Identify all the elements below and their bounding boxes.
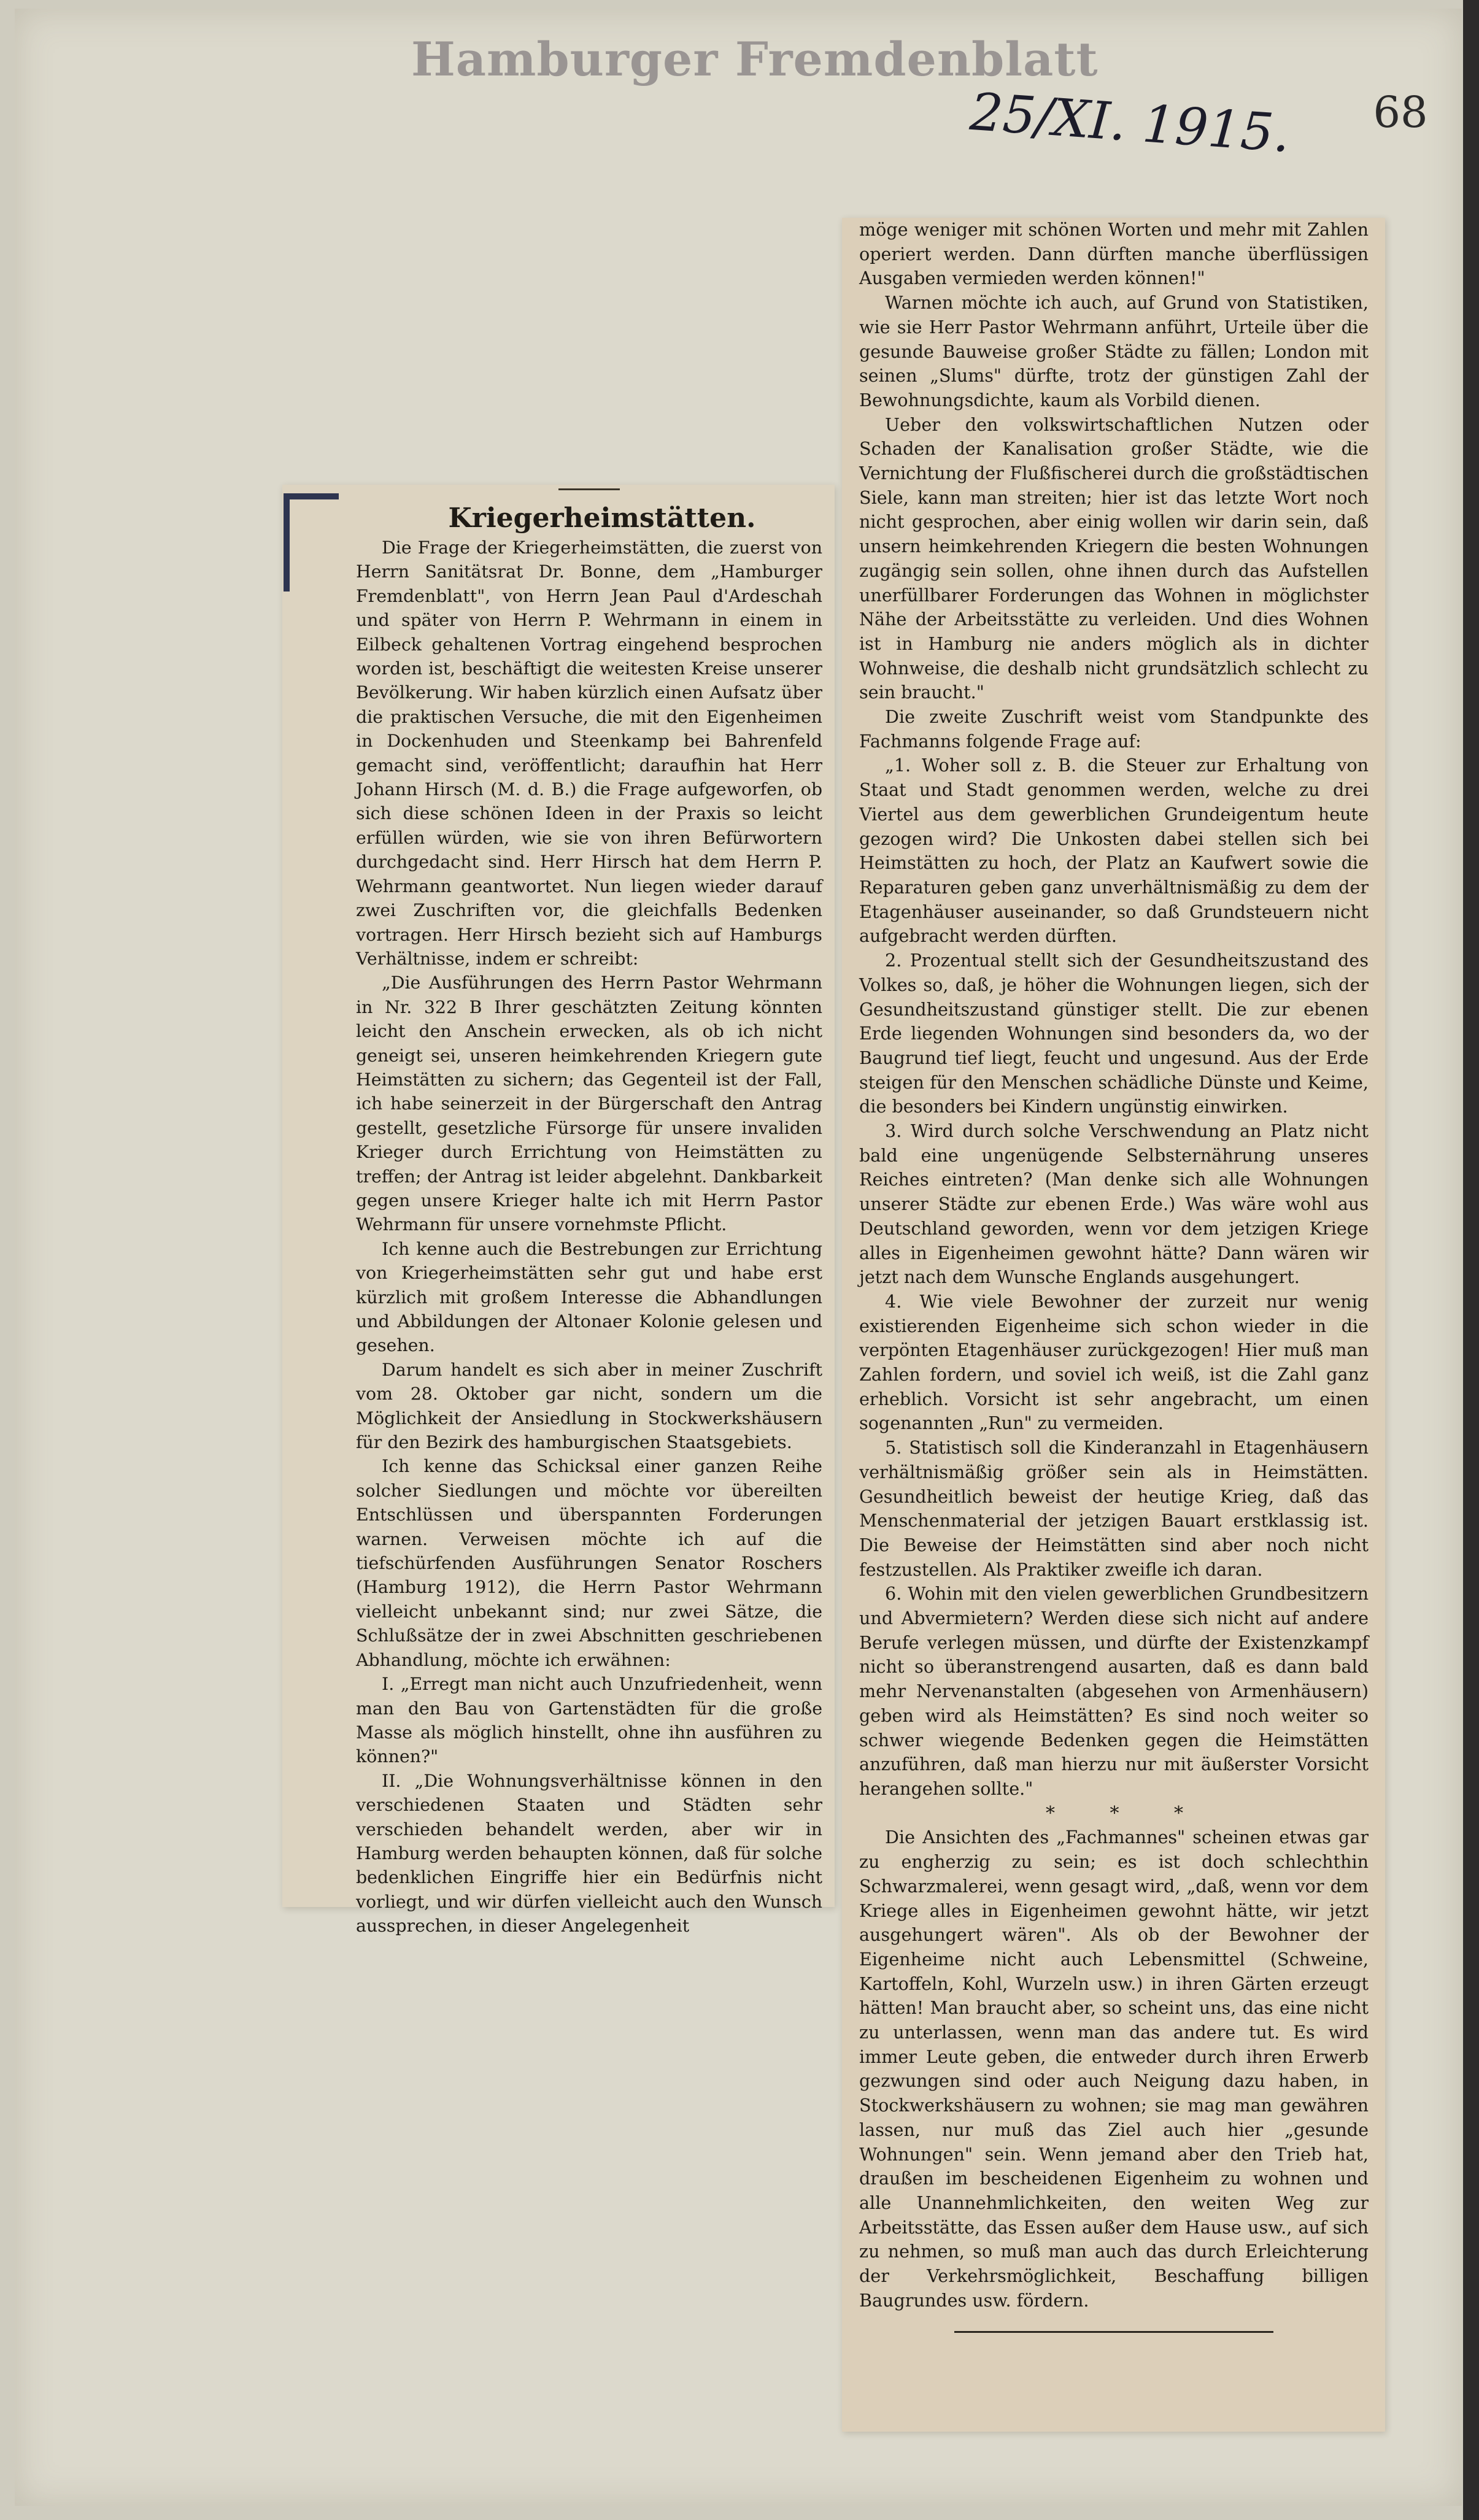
section-separator: * * * xyxy=(1045,1802,1208,1824)
handwritten-date: 25/XI. 1915. xyxy=(968,81,1292,164)
scan-edge xyxy=(1463,0,1479,2520)
corner-mark xyxy=(284,493,290,591)
article-paragraph: Ueber den volkswirtschaftlichen Nutzen oder Schaden der Kanalisation großer Städte, wie die Vernichtung der Flußfischerei durch die großstädtischen Siele, kann man streiten; hier ist das letzte Wort noch nicht gesprochen, aber einig wollen wir darin sein, daß unsern heimkehrenden Kriegern die besten Wohnungen zugängig sein sollen, ohne ihnen durch das Aufstellen unerfüllbarer Forderungen das Wohnen in möglichster Nähe der Arbeitsstätte zu verleiden. Und dies Wohnen ist in Hamburg nie anders möglich als in dichter Wohnweise, die deshalb nicht grundsätzlich schlecht zu sein braucht." xyxy=(859,414,1369,703)
article-paragraph: möge weniger mit schönen Worten und mehr mit Zahlen operiert werden. Dann dürften manche überflüssigen Ausgaben vermieden werden können!" xyxy=(859,219,1369,289)
article-paragraph: Die Ansichten des „Fachmannes" scheinen etwas gar zu engherzig zu sein; es ist doch schlechthin Schwarzmalerei, wenn gesagt wird, „daß, wenn vor dem Kriege alles in Eigenheimen gewohnt hätte, wir jetzt ausgehungert wären". Als ob der Bewohner der Eigenheime nicht auch Lebensmittel (Schweine, Kartoffeln, Kohl, Wurzeln usw.) in ihren Gärten erzeugt hätten! Man braucht aber, so scheint uns, das eine nicht zu unterlassen, wenn man das andere tut. Es wird immer Leute geben, die entweder durch ihren Erwerb gezwungen sind oder auch Neigung dazu haben, in Stockwerkshäusern zu wohnen; sie mag man gewähren lassen, nur muß das Ziel auch hier „gesunde Wohnungen" sein. Wenn jemand aber den Trieb hat, draußen im bescheidenen Eigenheim zu wohnen und alle Unannehmlichkeiten, den weiten Weg zur Arbeitsstätte, das Essen außer dem Hause usw., auf sich zu nehmen, so muß man auch das durch Erleichterung der Verkehrsmöglichkeit, Beschaffung billigen Baugrundes usw. fördern. xyxy=(859,1827,1369,2311)
article-paragraph: „Die Ausführungen des Herrn Pastor Wehrmann in Nr. 322 B Ihrer geschätzten Zeitung könnten leicht den Anschein erwecken, als ob ich nicht geneigt sei, unseren heimkehrenden Kriegern gute Heimstätten zu sichern; das Gegenteil ist der Fall, ich habe seinerzeit in der Bürgerschaft den Antrag gestellt, gesetzliche Fürsorge für unsere invaliden Krieger durch Errichtung von Heimstätten zu treffen; der Antrag ist leider abgelehnt. Dankbarkeit gegen unsere Krieger halte ich mit Herrn Pastor Wehrmann für unsere vornehmste Pflicht. xyxy=(356,973,822,1235)
newspaper-stamp: Hamburger Fremdenblatt xyxy=(411,32,1099,87)
article-paragraph: 6. Wohin mit den vielen gewerblichen Grundbesitzern und Abvermietern? Werden diese sich nicht auf andere Berufe verlegen müssen, und dürfte der Existenzkampf nicht so überanstrengend ausarten, daß es dann bald mehr Nervenanstalten (abgesehen von Armenhäusern) geben wird als Heimstätten? Es sind noch weiter so schwer wiegende Bedenken gegen die Heimstätten anzuführen, daß man hierzu nur mit äußerster Vorsicht herangehen sollte." xyxy=(859,1583,1369,1799)
article-paragraph: II. „Die Wohnungsverhältnisse können in den verschiedenen Staaten und Städten sehr verschieden behandelt werden, aber wir in Hamburg werden behaupten können, daß für solche bedenklichen Eingriffe hier ein Bedürfnis nicht vorliegt, und wir dürfen vielleicht auch den Wunsch aussprechen, in dieser Angelegenheit xyxy=(356,1770,822,1936)
article-title: Kriegerheimstätten. xyxy=(448,503,756,534)
article-paragraph: Darum handelt es sich aber in meiner Zuschrift vom 28. Oktober gar nicht, sondern um die Möglichkeit der Ansiedlung in Stockwerkshäusern für den Bezirk des hamburgischen Staatsgebiets. xyxy=(356,1359,822,1453)
article-paragraph: 3. Wird durch solche Verschwendung an Platz nicht bald eine ungenügende Selbsternährung unseres Reiches eintreten? (Man denke sich alle Wohnungen unserer Städte zur ebenen Erde.) Was wäre wohl aus Deutschland geworden, wenn vor dem jetzigen Kriege alles in Eigenheimen gewohnt hätte? Dann wären wir jetzt nach dem Wunsche Englands ausgehungert. xyxy=(859,1120,1369,1288)
article-paragraph: I. „Erregt man nicht auch Unzufriedenheit, wenn man den Bau von Gartenstädten für die große Masse als möglich hinstellt, ohne ihn ausführen zu können?" xyxy=(356,1674,822,1767)
corner-mark xyxy=(284,493,339,499)
article-paragraph: Die Frage der Kriegerheimstätten, die zuerst von Herrn Sanitätsrat Dr. Bonne, dem „Hamburger Fremdenblatt", von Herrn Jean Paul d'Ardeschah und später von Herrn P. Wehrmann in einem in Eilbeck gehaltenen Vortrag eingehend besprochen worden ist, beschäftigt die weitesten Kreise unserer Bevölkerung. Wir haben kürzlich einen Aufsatz über die praktischen Versuche, die mit den Eigenheimen in Dockenhuden und Steenkamp bei Bahrenfeld gemacht sind, veröffentlicht; daraufhin hat Herr Johann Hirsch (M. d. B.) die Frage aufgeworfen, ob sich diese schönen Ideen in der Praxis so leicht erfüllen würden, wie sie von ihren Befürwortern durchgedacht sind. Herr Hirsch hat dem Herrn P. Wehrmann geantwortet. Nun liegen wieder darauf zwei Zuschriften vor, die gleichfalls Bedenken vortragen. Herr Hirsch bezieht sich auf Hamburgs Verhältnisse, indem er schreibt: xyxy=(356,538,822,969)
article-paragraph: „1. Woher soll z. B. die Steuer zur Erhaltung von Staat und Stadt genommen werden, welche zu drei Viertel aus dem gewerblichen Grundeigentum heute gezogen wird? Die Unkosten dabei stellen sich bei Heimstätten zu hoch, der Platz an Kaufwert sowie die Reparaturen geben ganz unverhältnismäßig zu dem der Etagenhäuser auseinander, so daß Grundsteuern nicht aufgebracht werden dürften. xyxy=(859,755,1369,947)
article-paragraph: Ich kenne auch die Bestrebungen zur Errichtung von Kriegerheimstätten sehr gut und habe erst kürzlich mit großem Interesse die Abhandlungen und Abbildungen der Altonaer Kolonie gelesen und gesehen. xyxy=(356,1238,822,1356)
article-paragraph: Die zweite Zuschrift weist vom Standpunkte des Fachmanns folgende Frage auf: xyxy=(859,706,1369,752)
end-rule xyxy=(954,2331,1273,2333)
clipping-left xyxy=(282,485,835,1936)
article-paragraph: Warnen möchte ich auch, auf Grund von Statistiken, wie sie Herr Pastor Wehrmann anführt, Urteile über die gesunde Bauweise großer Städte zu fällen; London mit seinen „Slums" dürfte, trotz der günstigen Zahl der Bewohnungsdichte, kaum als Vorbild dienen. xyxy=(859,292,1369,410)
clipping-right xyxy=(842,218,1385,2432)
page-number: 68 xyxy=(1373,87,1428,137)
article-column-right xyxy=(859,218,1369,2427)
article-paragraph: 5. Statistisch soll die Kinderanzahl in Etagenhäusern verhältnismäßig größer sein als in Heimstätten. Gesundheitlich beweist der heutige Krieg, daß das Menschenmaterial der jetzigen Bauart erstklassig ist. Die Beweise der Heimstätten sind aber noch nicht festzustellen. Als Praktiker zweifle ich daran. xyxy=(859,1437,1369,1580)
article-paragraph: Ich kenne das Schicksal einer ganzen Reihe solcher Siedlungen und möchte vor übereilten Entschlüssen und überspannten Forderungen warnen. Verweisen möchte ich auf die tiefschürfenden Ausführungen Senator Roschers (Hamburg 1912), die Herrn Pastor Wehrmann vielleicht unbekannt sind; nur zwei Sätze, die Schlußsätze der in zwei Abschnitten geschriebenen Abhandlung, möchte ich erwähnen: xyxy=(356,1456,822,1670)
title-rule xyxy=(558,488,620,490)
article-column-left xyxy=(356,485,822,1936)
article-paragraph: 4. Wie viele Bewohner der zurzeit nur wenig existierenden Eigenheime sich schon wieder in die verpönten Etagenhäuser zurückgezogen! Hier muß man Zahlen fordern, und soviel ich weiß, ist die Zahl ganz erheblich. Vorsicht ist sehr angebracht, um einen sogenannten „Run" zu vermeiden. xyxy=(859,1290,1369,1434)
article-paragraph: 2. Prozentual stellt sich der Gesundheitszustand des Volkes so, daß, je höher die Wohnungen liegen, sich der Gesundheitszustand günstiger stellt. Die zur ebenen Erde liegenden Wohnungen sind besonders da, wo der Baugrund tief liegt, feucht und ungesund. Aus der Erde steigen für den Menschen schädliche Dünste und Keime, die besonders bei Kindern ungünstig einwirken. xyxy=(859,950,1369,1117)
